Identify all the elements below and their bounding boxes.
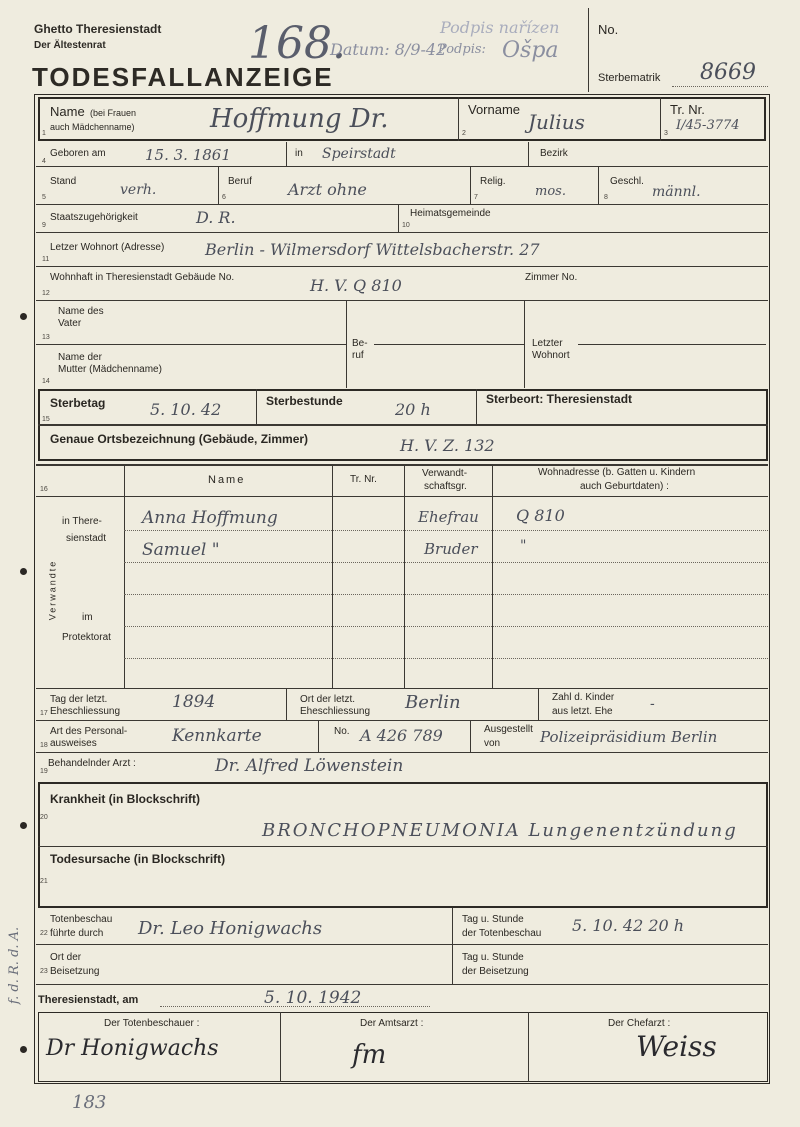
tag-value: 1894 — [172, 692, 216, 712]
vorname-label: Vorname — [468, 102, 521, 117]
todesursache-label: Todesursache (in Blockschrift) — [50, 852, 226, 866]
field-number: 2 — [462, 130, 466, 137]
sig1-label: Der Totenbeschauer : — [104, 1018, 200, 1029]
orts-label: Genaue Ortsbezeichnung (Gebäude, Zimmer) — [50, 432, 309, 446]
in-value: Speirstadt — [322, 146, 396, 162]
ruf-label: ruf — [352, 350, 364, 361]
podpis-stamp: Podpis nařízen — [440, 18, 560, 37]
stand-value: verh. — [120, 182, 157, 198]
field-number: 9 — [42, 222, 46, 229]
field-number: 6 — [222, 194, 226, 201]
trnr-value: I/45-3774 — [676, 118, 740, 133]
wohnort-value: Berlin - Wilmersdorf Wittelsbacherstr. 27 — [205, 240, 540, 259]
vorname-value: Julius — [528, 110, 585, 134]
be-label: Be- — [352, 338, 368, 349]
no-label: No. — [598, 22, 619, 37]
totenbeschau-value: Dr. Leo Honigwachs — [138, 918, 323, 939]
gebaeude-label: Wohnhaft in Theresienstadt Gebäude No. — [50, 272, 235, 283]
sienstadt-label: sienstadt — [66, 533, 107, 544]
geschl-label: Geschl. — [610, 176, 644, 187]
tagstunde-label: Tag u. Stunde — [462, 914, 524, 925]
name-row-box — [38, 97, 766, 141]
trnr-label: Tr. Nr. — [670, 102, 705, 117]
sig2-label: Der Amtsarzt : — [360, 1018, 424, 1029]
col-wohn: Wohnadresse (b. Gatten u. Kindern — [538, 467, 696, 478]
ort-label: Ort der letzt. — [300, 694, 356, 705]
no-label-2: No. — [334, 726, 350, 737]
mutter-label-2: Mutter (Mädchenname) — [58, 364, 162, 375]
art-value: Kennkarte — [172, 726, 262, 746]
header-signature: Ošpa — [502, 38, 559, 63]
vater-label-2: Vater — [58, 318, 82, 329]
in-there-label: in There- — [62, 516, 102, 527]
field-number: 12 — [42, 290, 50, 297]
geboren-value: 15. 3. 1861 — [145, 146, 231, 164]
name-value: Hoffmung Dr. — [210, 104, 389, 134]
ort-label-2: Eheschliessung — [300, 706, 371, 717]
relig-label: Relig. — [480, 176, 506, 187]
zimmer-label: Zimmer No. — [525, 272, 578, 283]
field-number: 11 — [42, 256, 50, 263]
field-number: 4 — [42, 158, 46, 165]
ort-value: Berlin — [405, 692, 461, 713]
verwandte-side-label: Verwandte — [47, 559, 58, 621]
relative-addr-2: " — [520, 538, 527, 554]
side-note: f. d. R. d. A. — [7, 926, 23, 1005]
arzt-label: Behandelnder Arzt : — [48, 758, 136, 769]
protektorat-label: Protektorat — [62, 632, 111, 643]
field-number: 18 — [40, 742, 48, 749]
matrik-label: Sterbematrik — [598, 72, 661, 84]
wohnort2-label: Wohnort — [532, 350, 570, 361]
totenbeschau-label: Totenbeschau — [50, 914, 113, 925]
arzt-value: Dr. Alfred Löwenstein — [215, 756, 404, 776]
datum-stamp: Datum: 8/9-42 — [330, 40, 447, 59]
relig-value: mos. — [535, 184, 566, 199]
ausgestellt-value: Polizeipräsidium Berlin — [540, 728, 718, 746]
tag-label: Tag der letzt. — [50, 694, 108, 705]
krankheit-label: Krankheit (in Blockschrift) — [50, 792, 201, 806]
name-sub-label-2: auch Mädchenname) — [50, 122, 135, 132]
beruf-value: Arzt ohne — [288, 180, 367, 199]
relative-rel: Ehefrau — [418, 508, 479, 526]
field-number: 23 — [40, 968, 48, 975]
col-verwandt: Verwandt- — [422, 468, 468, 479]
field-number: 21 — [40, 878, 48, 885]
sterbetag-label: Sterbetag — [50, 396, 106, 410]
sterbestunde-label: Sterbestunde — [266, 394, 343, 408]
podpis-label: Podpis: — [438, 42, 486, 57]
im-label: im — [82, 612, 93, 623]
kinder-label: Zahl d. Kinder — [552, 692, 615, 703]
staat-value: D. R. — [196, 208, 236, 227]
sterbestunde-value: 20 h — [395, 400, 431, 419]
geboren-label: Geboren am — [50, 148, 106, 159]
staat-label: Staatszugehörigkeit — [50, 212, 138, 223]
in-label: in — [295, 148, 303, 159]
field-number: 1 — [42, 130, 46, 137]
punch-hole — [20, 568, 27, 575]
kinder-value: - — [650, 696, 655, 712]
field-number: 16 — [40, 486, 48, 493]
tagbei-label-2: der Beisetzung — [462, 966, 529, 977]
letzter-label: Letzter — [532, 338, 563, 349]
field-number: 10 — [402, 222, 410, 229]
ausgestellt-label-2: von — [484, 738, 501, 749]
sig3-value: Weiss — [636, 1030, 717, 1063]
tagstunde-label-2: der Totenbeschau — [462, 928, 542, 939]
wohnort-label: Letzer Wohnort (Adresse) — [50, 242, 165, 253]
col-wohn-2: auch Geburtdaten) : — [580, 481, 669, 492]
place-value: 5. 10. 1942 — [264, 988, 362, 1008]
relative-rel-2: Bruder — [424, 540, 478, 558]
mutter-label: Name der — [58, 352, 102, 363]
stand-label: Stand — [50, 176, 77, 187]
org-subname: Der Ältestenrat — [34, 40, 106, 51]
field-number: 19 — [40, 768, 48, 775]
punch-hole — [20, 1046, 27, 1053]
number-stamp: 168. — [248, 18, 346, 69]
field-number: 15 — [42, 416, 50, 423]
footer-mark: 183 — [72, 1092, 107, 1113]
heimat-label: Heimatsgemeinde — [410, 208, 491, 219]
krankheit-value: BRONCHOPNEUMONIA Lungenentzündung — [262, 820, 738, 841]
org-name: Ghetto Theresienstadt — [34, 22, 162, 36]
field-number: 14 — [42, 378, 50, 385]
kinder-label-2: aus letzt. Ehe — [552, 706, 613, 717]
name-sub-label: (bei Frauen — [90, 108, 137, 118]
beisetzung-label-2: Beisetzung — [50, 966, 100, 977]
place-label: Theresienstadt, am — [38, 994, 139, 1006]
field-number: 22 — [40, 930, 48, 937]
field-number: 8 — [604, 194, 608, 201]
vater-label: Name des — [58, 306, 104, 317]
beruf-label: Beruf — [228, 176, 252, 187]
orts-value: H. V. Z. 132 — [400, 436, 495, 455]
art-label: Art des Personal- — [50, 726, 128, 737]
field-number: 20 — [40, 814, 48, 821]
punch-hole — [20, 313, 27, 320]
relative-name-2: Samuel " — [142, 540, 220, 560]
art-label-2: ausweises — [50, 738, 97, 749]
tagbei-label: Tag u. Stunde — [462, 952, 524, 963]
sig1-value: Dr Honigwachs — [46, 1036, 219, 1061]
field-number: 3 — [664, 130, 668, 137]
beisetzung-label: Ort der — [50, 952, 82, 963]
totenbeschau-label-2: führte durch — [50, 928, 104, 939]
tagstunde-value: 5. 10. 42 20 h — [572, 916, 685, 935]
form-title: TODESFALLANZEIGE — [32, 62, 334, 92]
matrik-value: 8669 — [700, 60, 756, 85]
col-name: Name — [208, 474, 246, 486]
ausgestellt-label: Ausgestellt — [484, 724, 533, 735]
sig2-value: fm — [352, 1040, 387, 1070]
gebaeude-value: H. V. Q 810 — [310, 276, 402, 295]
header-divider — [588, 8, 589, 92]
bezirk-label: Bezirk — [540, 148, 568, 159]
field-number: 7 — [474, 194, 478, 201]
field-number: 13 — [42, 334, 50, 341]
field-number: 5 — [42, 194, 46, 201]
no-value: A 426 789 — [360, 726, 443, 745]
col-verwandt-2: schaftsgr. — [424, 481, 467, 492]
sterbetag-value: 5. 10. 42 — [150, 400, 222, 419]
field-number: 17 — [40, 710, 48, 717]
punch-hole — [20, 822, 27, 829]
sterbeort-label: Sterbeort: Theresienstadt — [486, 392, 633, 406]
relative-name: Anna Hoffmung — [142, 508, 278, 528]
sig3-label: Der Chefarzt : — [608, 1018, 671, 1029]
tag-label-2: Eheschliessung — [50, 706, 121, 717]
relative-addr: Q 810 — [516, 506, 565, 525]
col-trnr: Tr. Nr. — [350, 474, 377, 485]
geschl-value: männl. — [652, 184, 701, 200]
name-label: Name — [50, 104, 85, 119]
